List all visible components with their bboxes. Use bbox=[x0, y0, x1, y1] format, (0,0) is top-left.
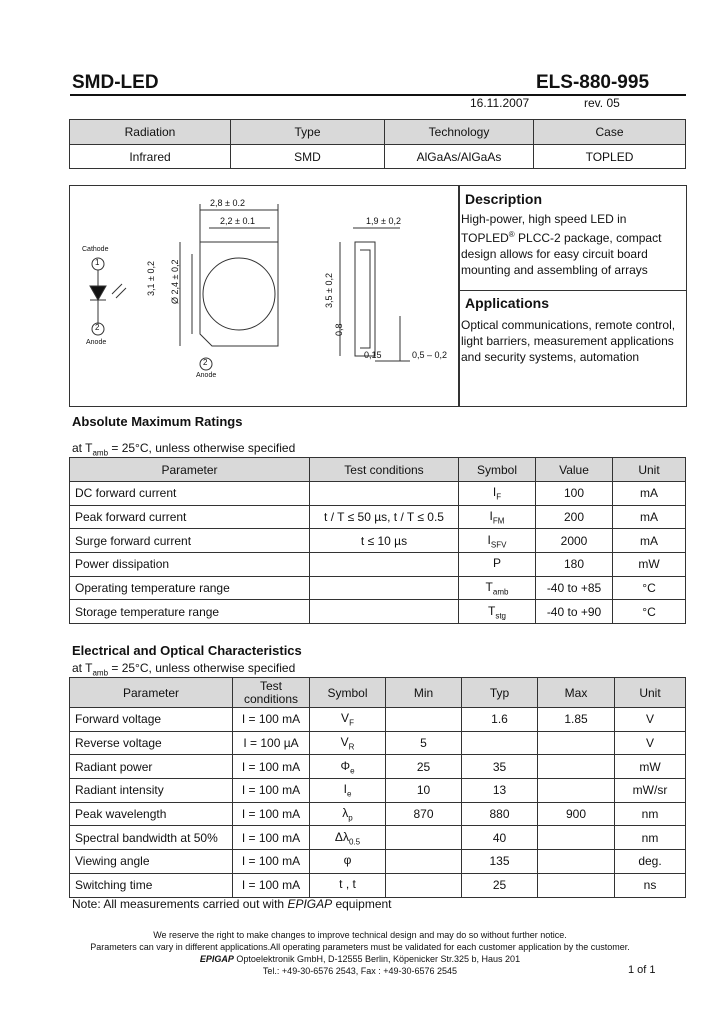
applications-line-2: light barriers, measurement applications bbox=[461, 334, 674, 348]
eo-cell-parameter: Forward voltage bbox=[70, 708, 233, 732]
symbol-sub: amb bbox=[492, 587, 509, 597]
dim-lead-2: 0,5 – 0,2 bbox=[412, 350, 448, 360]
eo-cell-symbol bbox=[310, 850, 386, 874]
symbol-main: V bbox=[340, 734, 349, 749]
dim-height-side: 3,5 ± 0,2 bbox=[324, 273, 334, 308]
page-number: 1 of 1 bbox=[628, 964, 656, 976]
eo-cell-conditions: I = 100 mA bbox=[233, 755, 310, 779]
abs-cell-value: -40 to +85 bbox=[536, 576, 613, 600]
eo-header-conditions: Test conditions bbox=[233, 678, 310, 708]
abs-cell-conditions bbox=[310, 600, 459, 624]
eo-row bbox=[70, 850, 686, 874]
footer-contact: Tel.: +49-30-6576 2543, Fax : +49-30-6576 2545 bbox=[262, 966, 458, 976]
eo-cell-conditions: I = 100 mA bbox=[233, 873, 310, 897]
abs-cell-conditions bbox=[310, 553, 459, 577]
symbol-main: I bbox=[487, 532, 491, 547]
abs-cell-unit: mA bbox=[613, 529, 686, 553]
summary-value-case: TOPLED bbox=[534, 145, 686, 169]
eo-cell-min: 25 bbox=[386, 755, 462, 779]
symbol-sub: F bbox=[496, 492, 502, 502]
eo-row bbox=[70, 826, 686, 850]
eo-title: Electrical and Optical Characteristics bbox=[72, 643, 302, 658]
dim-width-outer: 2,8 ± 0.2 bbox=[210, 198, 245, 208]
summary-header-case: Case bbox=[534, 120, 686, 145]
eo-cell-conditions: I = 100 mA bbox=[233, 826, 310, 850]
dim-foot: 0,8 bbox=[334, 323, 344, 336]
footer-disclaimer: We reserve the right to make changes to improve technical design and may do so without further notice. bbox=[153, 930, 567, 940]
eo-header-max: Max bbox=[538, 678, 615, 708]
symbol-main: I bbox=[492, 485, 497, 500]
eo-header-typ: Typ bbox=[462, 678, 538, 708]
summary-header-radiation: Radiation bbox=[70, 120, 231, 145]
eo-cond-sub: amb bbox=[92, 668, 109, 678]
eo-cell-parameter: Peak wavelength bbox=[70, 802, 233, 826]
summary-table bbox=[69, 119, 686, 169]
eo-cell-unit: ns bbox=[615, 873, 686, 897]
symbol-sub: stg bbox=[495, 610, 506, 620]
eo-row bbox=[70, 873, 686, 897]
abs-row bbox=[70, 505, 686, 529]
eo-cell-unit: deg. bbox=[615, 850, 686, 874]
symbol-sub: e bbox=[346, 789, 352, 799]
doc-revision: rev. 05 bbox=[584, 96, 620, 110]
symbol-main: P bbox=[492, 556, 501, 571]
eo-cell-symbol bbox=[310, 731, 386, 755]
abs-cell-value: 2000 bbox=[536, 529, 613, 553]
abs-cell-conditions: t / T ≤ 50 µs, t / T ≤ 0.5 bbox=[310, 505, 459, 529]
symbol-sub: e bbox=[350, 765, 355, 775]
eo-cell-symbol bbox=[310, 873, 386, 897]
eo-cell-typ bbox=[462, 731, 538, 755]
eo-cell-min: 10 bbox=[386, 779, 462, 803]
symbol-sub: 0.5 bbox=[348, 836, 361, 846]
eo-cell-symbol bbox=[310, 826, 386, 850]
abs-max-title: Absolute Maximum Ratings bbox=[72, 414, 243, 429]
abs-cell-parameter: Storage temperature range bbox=[70, 600, 310, 624]
symbol-main: V bbox=[341, 711, 350, 726]
doc-date: 16.11.2007 bbox=[470, 96, 530, 110]
summary-value-type: SMD bbox=[231, 145, 385, 169]
abs-row bbox=[70, 482, 686, 506]
eo-cell-typ: 880 bbox=[462, 802, 538, 826]
abs-cell-conditions: t ≤ 10 µs bbox=[310, 529, 459, 553]
pin-2-package-label: 2 bbox=[203, 358, 208, 367]
eo-cond-post: = 25°C, unless otherwise specified bbox=[108, 661, 296, 675]
description-topled: TOPLED bbox=[461, 231, 509, 245]
abs-cell-symbol bbox=[459, 600, 536, 624]
eo-cell-max bbox=[538, 850, 615, 874]
symbol-main: I bbox=[489, 508, 493, 523]
eo-row bbox=[70, 731, 686, 755]
abs-header-symbol: Symbol bbox=[459, 458, 536, 482]
summary-header-type: Type bbox=[231, 120, 385, 145]
eo-cell-min: 870 bbox=[386, 802, 462, 826]
applications-line-3: and security systems, automation bbox=[461, 350, 640, 364]
note-pre: Note: All measurements carried out with bbox=[72, 897, 288, 911]
symbol-sub: R bbox=[348, 742, 355, 752]
cathode-label: Cathode bbox=[82, 246, 109, 253]
summary-value-technology: AlGaAs/AlGaAs bbox=[385, 145, 534, 169]
abs-cell-parameter: Power dissipation bbox=[70, 553, 310, 577]
eo-cell-conditions: I = 100 mA bbox=[233, 779, 310, 803]
dim-lead: 0,15 bbox=[364, 350, 382, 360]
summary-value-radiation: Infrared bbox=[70, 145, 231, 169]
abs-cell-conditions bbox=[310, 576, 459, 600]
abs-header-parameter: Parameter bbox=[70, 458, 310, 482]
part-number-title: ELS-880-995 bbox=[536, 72, 650, 93]
measurement-note bbox=[72, 896, 392, 912]
symbol-sub: F bbox=[349, 718, 354, 728]
eo-cell-parameter: Reverse voltage bbox=[70, 731, 233, 755]
abs-cell-parameter: Peak forward current bbox=[70, 505, 310, 529]
eo-cell-typ: 35 bbox=[462, 755, 538, 779]
abs-row bbox=[70, 529, 686, 553]
pin-2-label: 2 bbox=[95, 323, 100, 332]
abs-cell-symbol bbox=[459, 505, 536, 529]
dim-width-inner: 2,2 ± 0.1 bbox=[220, 216, 255, 226]
eo-cell-typ: 13 bbox=[462, 779, 538, 803]
eo-cell-symbol bbox=[310, 802, 386, 826]
eo-cell-max bbox=[538, 826, 615, 850]
eo-cell-max: 1.85 bbox=[538, 708, 615, 732]
eo-cell-symbol bbox=[310, 755, 386, 779]
eo-row bbox=[70, 779, 686, 803]
abs-row bbox=[70, 576, 686, 600]
description-text bbox=[461, 211, 685, 278]
eo-cell-max bbox=[538, 731, 615, 755]
eo-cell-min: 5 bbox=[386, 731, 462, 755]
eo-cell-unit: nm bbox=[615, 826, 686, 850]
eo-table bbox=[69, 677, 686, 898]
abs-cell-value: 100 bbox=[536, 482, 613, 506]
abs-header-conditions: Test conditions bbox=[310, 458, 459, 482]
eo-cell-symbol bbox=[310, 779, 386, 803]
eo-cell-min bbox=[386, 850, 462, 874]
abs-header-value: Value bbox=[536, 458, 613, 482]
eo-cell-symbol bbox=[310, 708, 386, 732]
eo-cell-parameter: Radiant intensity bbox=[70, 779, 233, 803]
eo-cell-conditions: I = 100 mA bbox=[233, 850, 310, 874]
eo-cell-typ: 40 bbox=[462, 826, 538, 850]
description-line-1: High-power, high speed LED in bbox=[461, 212, 627, 226]
abs-cell-symbol bbox=[459, 576, 536, 600]
eo-cond-pre: at T bbox=[72, 661, 93, 675]
applications-line-1: Optical communications, remote control, bbox=[461, 318, 676, 332]
eo-cell-unit: mW bbox=[615, 755, 686, 779]
anode-label: Anode bbox=[86, 339, 107, 346]
dim-height-outer: 3,1 ± 0,2 bbox=[146, 261, 156, 296]
description-line-3: design allows for easy circuit board bbox=[461, 247, 648, 261]
abs-cell-symbol bbox=[459, 482, 536, 506]
eo-cell-unit: mW/sr bbox=[615, 779, 686, 803]
eo-cell-parameter: Viewing angle bbox=[70, 850, 233, 874]
description-line-4: mounting and assembling of arrays bbox=[461, 263, 648, 277]
eo-header-unit: Unit bbox=[615, 678, 686, 708]
eo-cell-unit: V bbox=[615, 708, 686, 732]
eo-cell-parameter: Switching time bbox=[70, 873, 233, 897]
abs-cell-parameter: Surge forward current bbox=[70, 529, 310, 553]
abs-cell-unit: mW bbox=[613, 553, 686, 577]
eo-cell-conditions: I = 100 µA bbox=[233, 731, 310, 755]
eo-cell-min bbox=[386, 873, 462, 897]
abs-cell-unit: mA bbox=[613, 505, 686, 529]
eo-row bbox=[70, 755, 686, 779]
description-box bbox=[458, 185, 687, 407]
note-post: equipment bbox=[332, 897, 392, 911]
abs-cell-symbol bbox=[459, 529, 536, 553]
eo-cell-max bbox=[538, 755, 615, 779]
eo-cell-min bbox=[386, 708, 462, 732]
footer-brand: EPIGAP bbox=[199, 954, 234, 964]
abs-row bbox=[70, 600, 686, 624]
description-line-2-rest: PLCC-2 package, compact bbox=[514, 231, 662, 245]
abs-cell-parameter: Operating temperature range bbox=[70, 576, 310, 600]
symbol-main: φ bbox=[343, 853, 352, 868]
anode-label-package: Anode bbox=[196, 372, 217, 379]
eo-cell-unit: nm bbox=[615, 802, 686, 826]
abs-row bbox=[70, 553, 686, 577]
dim-height-inner: Ø 2,4 ± 0,2 bbox=[170, 259, 180, 304]
symbol-main: I bbox=[343, 782, 347, 797]
abs-max-cond-pre: at T bbox=[72, 441, 93, 455]
eo-cell-min bbox=[386, 826, 462, 850]
dim-side-width: 1,9 ± 0,2 bbox=[366, 216, 401, 226]
symbol-sub: p bbox=[348, 813, 353, 823]
doc-category-title: SMD-LED bbox=[72, 72, 159, 93]
eo-cell-typ: 1.6 bbox=[462, 708, 538, 732]
abs-cell-unit: °C bbox=[613, 576, 686, 600]
footer-parameters-note: Parameters can vary in different applications.All operating parameters must be validated for each customer application by the customer. bbox=[90, 942, 630, 952]
applications-title: Applications bbox=[465, 295, 550, 311]
description-title: Description bbox=[465, 191, 543, 207]
eo-cell-typ: 25 bbox=[462, 873, 538, 897]
eo-row bbox=[70, 708, 686, 732]
abs-max-table bbox=[69, 457, 686, 624]
footer-address-text: Optoelektronik GmbH, D-12555 Berlin, Köpenicker Str.325 b, Haus 201 bbox=[233, 954, 521, 964]
abs-cell-value: 200 bbox=[536, 505, 613, 529]
symbol-main: λ bbox=[342, 805, 349, 820]
eo-cell-conditions: I = 100 mA bbox=[233, 802, 310, 826]
symbol-main: T bbox=[485, 579, 493, 594]
eo-cell-max bbox=[538, 873, 615, 897]
eo-cell-max bbox=[538, 779, 615, 803]
eo-cell-parameter: Spectral bandwidth at 50% bbox=[70, 826, 233, 850]
description-line-2 bbox=[461, 227, 685, 246]
abs-max-cond-sub: amb bbox=[92, 448, 109, 458]
abs-cell-parameter: DC forward current bbox=[70, 482, 310, 506]
eo-row bbox=[70, 802, 686, 826]
symbol-main: Δλ bbox=[334, 829, 349, 844]
eo-header-symbol: Symbol bbox=[310, 678, 386, 708]
abs-max-cond-post: = 25°C, unless otherwise specified bbox=[108, 441, 296, 455]
summary-header-technology: Technology bbox=[385, 120, 534, 145]
pin-1-label: 1 bbox=[95, 258, 100, 267]
abs-header-unit: Unit bbox=[613, 458, 686, 482]
symbol-main: T bbox=[487, 603, 496, 618]
applications-text bbox=[461, 317, 685, 365]
description-divider bbox=[459, 290, 686, 291]
eo-header-parameter: Parameter bbox=[70, 678, 233, 708]
eo-cell-unit: V bbox=[615, 731, 686, 755]
description-registered: ® bbox=[508, 230, 515, 239]
symbol-main: Φ bbox=[340, 758, 351, 773]
note-brand: EPIGAP bbox=[287, 897, 333, 911]
abs-cell-unit: °C bbox=[613, 600, 686, 624]
eo-cell-parameter: Radiant power bbox=[70, 755, 233, 779]
symbol-sub: SFV bbox=[490, 539, 507, 549]
symbol-main: t , t bbox=[339, 876, 356, 891]
abs-cell-unit: mA bbox=[613, 482, 686, 506]
drawing-box bbox=[69, 185, 460, 407]
abs-cell-conditions bbox=[310, 482, 459, 506]
eo-header-min: Min bbox=[386, 678, 462, 708]
eo-cell-typ: 135 bbox=[462, 850, 538, 874]
abs-cell-symbol bbox=[459, 553, 536, 577]
abs-cell-value: -40 to +90 bbox=[536, 600, 613, 624]
symbol-sub: FM bbox=[492, 516, 505, 526]
eo-cell-max: 900 bbox=[538, 802, 615, 826]
footer-address bbox=[50, 954, 670, 964]
eo-cell-conditions: I = 100 mA bbox=[233, 708, 310, 732]
abs-cell-value: 180 bbox=[536, 553, 613, 577]
